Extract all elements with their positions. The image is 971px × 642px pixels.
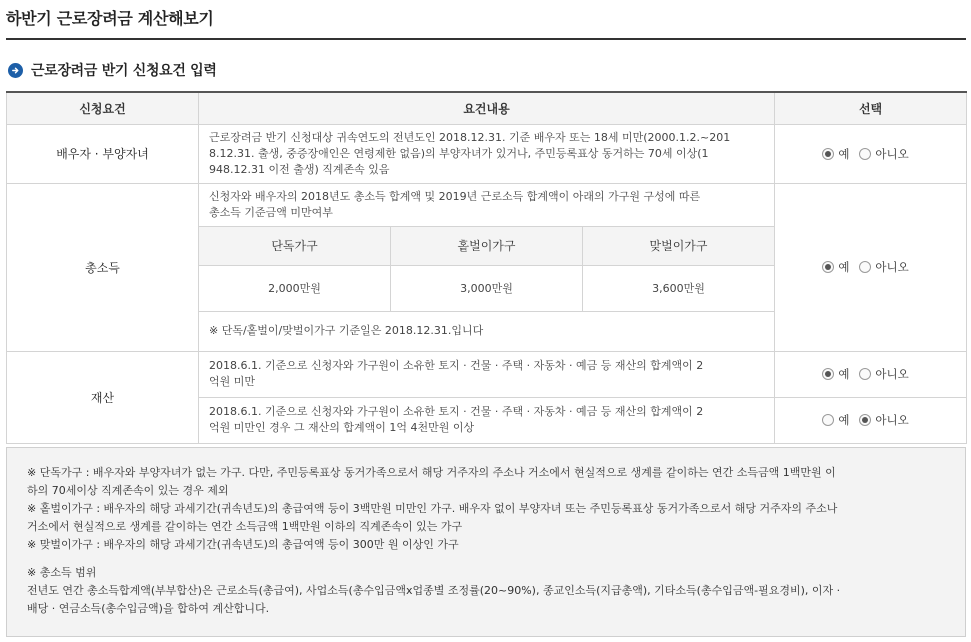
requirement-label: 재산 (7, 351, 199, 443)
page-title: 하반기 근로장려금 계산해보기 (6, 9, 214, 28)
radio-yes-label: 예 (838, 260, 850, 274)
radio-yes-label: 예 (838, 412, 850, 427)
radio-yes[interactable] (822, 414, 834, 426)
radio-group (822, 259, 918, 275)
header-content: 요건내용 (199, 92, 775, 124)
content-line: 억원 미만 (209, 375, 256, 388)
radio-yes[interactable] (822, 148, 834, 160)
choice-cell (775, 351, 967, 397)
requirement-content (199, 397, 775, 443)
radio-no[interactable] (859, 414, 871, 426)
note-line: 거소에서 현실적으로 생계를 같이하는 연간 소득금액 1백만원 이하의 직계존속이 있는 가구 (27, 520, 463, 533)
note-line: ※ 홑벌이가구 : 배우자의 해당 과세기간(귀속년도)의 총급여액 등이 3백만원 미만인 가구. 배우자 없이 부양자녀 또는 주민등록표상 동거가족으로서 해당 거주자의 주소나 (27, 502, 838, 515)
content-line: 총소득 기준금액 미만여부 (209, 205, 333, 219)
header-select: 선택 (775, 92, 967, 124)
radio-yes[interactable] (822, 261, 834, 273)
threshold-single: 2,000만원 (199, 265, 391, 311)
requirements-table (6, 91, 967, 444)
content-line: 근로장려금 반기 신청대상 귀속연도의 전년도인 2018.12.31. 기준 배우자 또는 18세 미만(2000.1.2.~201 (209, 130, 731, 144)
requirement-content (199, 351, 775, 397)
choice-cell (775, 124, 967, 183)
choice-cell (775, 183, 967, 351)
content-line: 2018.6.1. 기준으로 신청자와 가구원이 소유한 토지 · 건물 · 주택 · 자동차 · 예금 등 재산의 합계액이 2 (209, 405, 704, 418)
household-type-single: 단독가구 (199, 226, 391, 265)
radio-no-label: 아니오 (875, 412, 909, 427)
requirement-label: 배우자 · 부양자녀 (7, 124, 199, 183)
household-type-one-earner: 홑벌이가구 (391, 226, 583, 265)
title-divider (6, 38, 966, 40)
radio-yes-label: 예 (838, 146, 850, 161)
note-line: 하의 70세이상 직계존속이 있는 경우 제외 (27, 484, 229, 497)
note-line: 배당 · 연금소득(총수입금액)을 합하여 계산합니다. (27, 602, 270, 615)
note-line: ※ 맞벌이가구 : 배우자의 해당 과세기간(귀속년도)의 총급여액 등이 300만 원 이상인 가구 (27, 538, 459, 551)
radio-yes-label: 예 (838, 367, 850, 381)
content-line: 948.12.31 이전 출생) 직계존속 있음 (209, 162, 390, 176)
radio-group (822, 146, 918, 162)
radio-no-label: 아니오 (875, 367, 909, 381)
requirement-label: 총소득 (7, 183, 199, 351)
note-line: ※ 총소득 범위 (27, 566, 97, 579)
arrow-circle-icon (8, 63, 23, 78)
household-type-dual-earner: 맞벌이가구 (583, 226, 775, 265)
notes-box (6, 447, 966, 637)
table-row (7, 183, 967, 226)
note-line: ※ 단독가구 : 배우자와 부양자녀가 없는 가구. 다만, 주민등록표상 동거가족으로서 해당 거주자의 주소나 거소에서 현실적으로 생계를 같이하는 연간 소득금액 1백만원 이 (27, 466, 836, 479)
content-line: 2018.6.1. 기준으로 신청자와 가구원이 소유한 토지 · 건물 · 주택 · 자동차 · 예금 등 재산의 합계액이 2 (209, 359, 704, 372)
radio-group (822, 412, 918, 428)
threshold-dual-earner: 3,600만원 (583, 265, 775, 311)
content-line: 신청자와 배우자의 2018년도 총소득 합계액 및 2019년 근로소득 합계액이 아래의 가구원 구성에 따른 (209, 189, 701, 203)
header-requirement: 신청요건 (7, 92, 199, 124)
content-line: 억원 미만인 경우 그 재산의 합계액이 1억 4천만원 이상 (209, 421, 475, 434)
threshold-one-earner: 3,000만원 (391, 265, 583, 311)
note-spacer (27, 554, 955, 564)
section-header (8, 60, 217, 80)
radio-no[interactable] (859, 148, 871, 160)
requirement-content (199, 183, 775, 226)
table-row (7, 124, 967, 183)
requirement-content (199, 124, 775, 183)
table-header-row (7, 92, 967, 124)
table-row (7, 351, 967, 397)
radio-yes[interactable] (822, 368, 834, 380)
radio-no[interactable] (859, 261, 871, 273)
section-title: 근로장려금 반기 신청요건 입력 (31, 63, 217, 79)
note-line: 전년도 연간 총소득합계액(부부합산)은 근로소득(총급여), 사업소득(총수입금액x업종별 조정률(20~90%), 종교인소득(지급총액), 기타소득(총수입금액-필요경비), 이자 · (27, 584, 841, 597)
radio-no[interactable] (859, 368, 871, 380)
choice-cell (775, 397, 967, 443)
radio-no-label: 아니오 (875, 260, 909, 274)
radio-group (822, 366, 918, 382)
household-note: ※ 단독/홑벌이/맞벌이가구 기준일은 2018.12.31.입니다 (199, 311, 775, 351)
radio-no-label: 아니오 (875, 146, 909, 161)
content-line: 8.12.31. 출생, 중증장애인은 연령제한 없음)의 부양자녀가 있거나, 주민등록표상 동거하는 70세 이상(1 (209, 146, 709, 160)
